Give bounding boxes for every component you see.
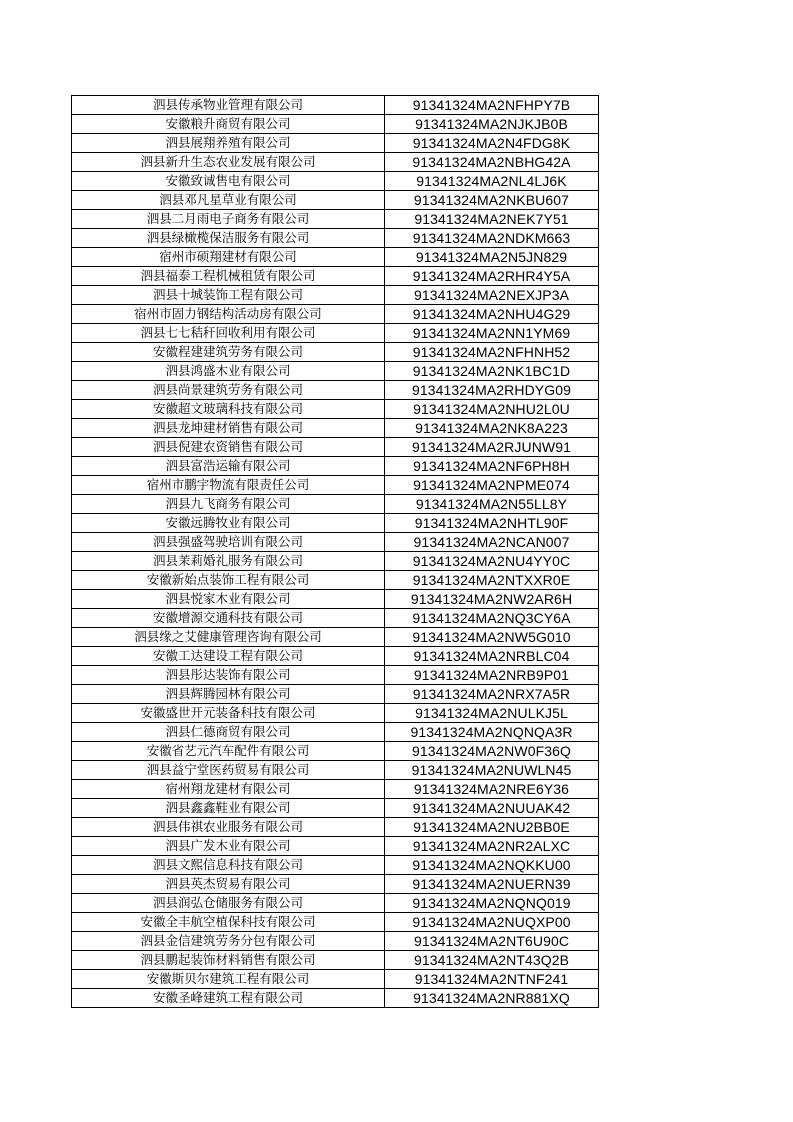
company-name-cell: 泗县富浩运输有限公司 — [72, 457, 385, 476]
table-row — [72, 248, 599, 267]
credit-code-cell: 91341324MA2NK1BC1D — [385, 362, 599, 381]
credit-code-cell: 91341324MA2NT43Q2B — [385, 951, 599, 970]
company-name-cell: 泗县九飞商务有限公司 — [72, 495, 385, 514]
table-row — [72, 419, 599, 438]
table-row — [72, 780, 599, 799]
table-row — [72, 571, 599, 590]
company-name-cell: 泗县传承物业管理有限公司 — [72, 96, 385, 115]
company-name-cell: 安徽圣峰建筑工程有限公司 — [72, 989, 385, 1008]
company-name-cell: 宿州翔龙建材有限公司 — [72, 780, 385, 799]
credit-code-cell: 91341324MA2NUUAK42 — [385, 799, 599, 818]
credit-code-cell: 91341324MA2NQ3CY6A — [385, 609, 599, 628]
credit-code-cell: 91341324MA2NFHNH52 — [385, 343, 599, 362]
company-name-cell: 泗县茉莉婚礼服务有限公司 — [72, 552, 385, 571]
table-row — [72, 172, 599, 191]
company-name-cell: 泗县彤达装饰有限公司 — [72, 666, 385, 685]
company-table-body — [72, 96, 599, 1008]
credit-code-cell: 91341324MA2NL4LJ6K — [385, 172, 599, 191]
table-row — [72, 590, 599, 609]
credit-code-cell: 91341324MA2NFHPY7B — [385, 96, 599, 115]
table-row — [72, 343, 599, 362]
table-row — [72, 457, 599, 476]
table-row — [72, 818, 599, 837]
credit-code-cell: 91341324MA2NJKJB0B — [385, 115, 599, 134]
table-row — [72, 609, 599, 628]
company-name-cell: 泗县金信建筑劳务分包有限公司 — [72, 932, 385, 951]
credit-code-cell: 91341324MA2RHDYG09 — [385, 381, 599, 400]
credit-code-cell: 91341324MA2NF6PH8H — [385, 457, 599, 476]
table-row — [72, 913, 599, 932]
company-name-cell: 安徽省艺元汽车配件有限公司 — [72, 742, 385, 761]
company-name-cell: 泗县广发木业有限公司 — [72, 837, 385, 856]
company-name-cell: 安徽增源交通科技有限公司 — [72, 609, 385, 628]
credit-code-cell: 91341324MA2NTXXR0E — [385, 571, 599, 590]
credit-code-cell: 91341324MA2N5JN829 — [385, 248, 599, 267]
credit-code-cell: 91341324MA2NULKJ5L — [385, 704, 599, 723]
table-row — [72, 134, 599, 153]
credit-code-cell: 91341324MA2NU4YY0C — [385, 552, 599, 571]
table-row — [72, 324, 599, 343]
table-row — [72, 723, 599, 742]
company-name-cell: 泗县龙坤建材销售有限公司 — [72, 419, 385, 438]
credit-code-cell: 91341324MA2NHU2L0U — [385, 400, 599, 419]
table-row — [72, 533, 599, 552]
table-row — [72, 514, 599, 533]
table-row — [72, 153, 599, 172]
table-row — [72, 362, 599, 381]
company-name-cell: 泗县伟祺农业服务有限公司 — [72, 818, 385, 837]
table-row — [72, 989, 599, 1008]
table-row — [72, 191, 599, 210]
credit-code-cell: 91341324MA2NQNQ019 — [385, 894, 599, 913]
company-name-cell: 泗县绿橄榄保洁服务有限公司 — [72, 229, 385, 248]
table-row — [72, 495, 599, 514]
table-row — [72, 210, 599, 229]
table-row — [72, 704, 599, 723]
credit-code-cell: 91341324MA2RHR4Y5A — [385, 267, 599, 286]
table-row — [72, 685, 599, 704]
table-row — [72, 628, 599, 647]
credit-code-cell: 91341324MA2NU2BB0E — [385, 818, 599, 837]
credit-code-cell: 91341324MA2RJUNW91 — [385, 438, 599, 457]
credit-code-cell: 91341324MA2NPME074 — [385, 476, 599, 495]
credit-code-cell: 91341324MA2NHU4G29 — [385, 305, 599, 324]
table-row — [72, 875, 599, 894]
company-name-cell: 安徽远腾牧业有限公司 — [72, 514, 385, 533]
company-name-cell: 泗县七七秸秆回收利用有限公司 — [72, 324, 385, 343]
credit-code-cell: 91341324MA2NW2AR6H — [385, 590, 599, 609]
company-name-cell: 安徽盛世开元装备科技有限公司 — [72, 704, 385, 723]
company-name-cell: 泗县倪建农资销售有限公司 — [72, 438, 385, 457]
table-row — [72, 799, 599, 818]
company-name-cell: 泗县悦家木业有限公司 — [72, 590, 385, 609]
credit-code-cell: 91341324MA2NTNF241 — [385, 970, 599, 989]
credit-code-cell: 91341324MA2NHTL90F — [385, 514, 599, 533]
credit-code-cell: 91341324MA2NRE6Y36 — [385, 780, 599, 799]
company-name-cell: 泗县强盛驾驶培训有限公司 — [72, 533, 385, 552]
table-row — [72, 647, 599, 666]
company-name-cell: 泗县鑫鑫鞋业有限公司 — [72, 799, 385, 818]
table-row — [72, 742, 599, 761]
company-name-cell: 安徽致诚售电有限公司 — [72, 172, 385, 191]
credit-code-cell: 91341324MA2NEK7Y51 — [385, 210, 599, 229]
credit-code-cell: 91341324MA2NN1YM69 — [385, 324, 599, 343]
company-name-cell: 安徽新始点装饰工程有限公司 — [72, 571, 385, 590]
credit-code-cell: 91341324MA2NK8A223 — [385, 419, 599, 438]
credit-code-cell: 91341324MA2NCAN007 — [385, 533, 599, 552]
table-row — [72, 267, 599, 286]
table-row — [72, 894, 599, 913]
credit-code-cell: 91341324MA2NRB9P01 — [385, 666, 599, 685]
company-name-cell: 泗县邓凡星草业有限公司 — [72, 191, 385, 210]
company-name-cell: 安徽粮升商贸有限公司 — [72, 115, 385, 134]
credit-code-cell: 91341324MA2NUQXP00 — [385, 913, 599, 932]
credit-code-cell: 91341324MA2NT6U90C — [385, 932, 599, 951]
company-name-cell: 泗县尚景建筑劳务有限公司 — [72, 381, 385, 400]
table-row — [72, 476, 599, 495]
company-name-cell: 泗县润弘仓储服务有限公司 — [72, 894, 385, 913]
company-name-cell: 宿州市鹏宇物流有限责任公司 — [72, 476, 385, 495]
credit-code-cell: 91341324MA2NW0F36Q — [385, 742, 599, 761]
table-row — [72, 286, 599, 305]
company-name-cell: 泗县十城装饰工程有限公司 — [72, 286, 385, 305]
company-name-cell: 宿州市硕翔建材有限公司 — [72, 248, 385, 267]
company-name-cell: 泗县仁德商贸有限公司 — [72, 723, 385, 742]
company-table — [71, 95, 599, 1008]
company-name-cell: 泗县新升生态农业发展有限公司 — [72, 153, 385, 172]
company-name-cell: 泗县益宁堂医药贸易有限公司 — [72, 761, 385, 780]
company-name-cell: 安徽斯贝尔建筑工程有限公司 — [72, 970, 385, 989]
credit-code-cell: 91341324MA2NQNQA3R — [385, 723, 599, 742]
company-name-cell: 泗县缘之艾健康管理咨询有限公司 — [72, 628, 385, 647]
company-name-cell: 泗县文熙信息科技有限公司 — [72, 856, 385, 875]
table-row — [72, 552, 599, 571]
table-row — [72, 951, 599, 970]
company-name-cell: 安徽超文玻璃科技有限公司 — [72, 400, 385, 419]
company-name-cell: 泗县展翔养殖有限公司 — [72, 134, 385, 153]
table-row — [72, 932, 599, 951]
credit-code-cell: 91341324MA2NDKM663 — [385, 229, 599, 248]
company-name-cell: 安徽程建建筑劳务有限公司 — [72, 343, 385, 362]
credit-code-cell: 91341324MA2NEXJP3A — [385, 286, 599, 305]
credit-code-cell: 91341324MA2NRBLC04 — [385, 647, 599, 666]
credit-code-cell: 91341324MA2NKBU607 — [385, 191, 599, 210]
company-name-cell: 泗县英杰贸易有限公司 — [72, 875, 385, 894]
table-row — [72, 96, 599, 115]
table-row — [72, 229, 599, 248]
table-row — [72, 856, 599, 875]
table-row — [72, 115, 599, 134]
table-row — [72, 837, 599, 856]
table-row — [72, 381, 599, 400]
table-row — [72, 305, 599, 324]
credit-code-cell: 91341324MA2NQKKU00 — [385, 856, 599, 875]
credit-code-cell: 91341324MA2NRX7A5R — [385, 685, 599, 704]
credit-code-cell: 91341324MA2NR2ALXC — [385, 837, 599, 856]
company-name-cell: 泗县二月雨电子商务有限公司 — [72, 210, 385, 229]
table-row — [72, 970, 599, 989]
company-name-cell: 泗县鸿盛木业有限公司 — [72, 362, 385, 381]
credit-code-cell: 91341324MA2NUERN39 — [385, 875, 599, 894]
company-name-cell: 安徽工达建设工程有限公司 — [72, 647, 385, 666]
credit-code-cell: 91341324MA2NBHG42A — [385, 153, 599, 172]
table-row — [72, 761, 599, 780]
credit-code-cell: 91341324MA2NUWLN45 — [385, 761, 599, 780]
credit-code-cell: 91341324MA2N4FDG8K — [385, 134, 599, 153]
table-row — [72, 438, 599, 457]
table-row — [72, 400, 599, 419]
company-name-cell: 泗县福泰工程机械租赁有限公司 — [72, 267, 385, 286]
company-name-cell: 安徽全丰航空植保科技有限公司 — [72, 913, 385, 932]
company-name-cell: 泗县鹏起装饰材料销售有限公司 — [72, 951, 385, 970]
credit-code-cell: 91341324MA2NR881XQ — [385, 989, 599, 1008]
table-row — [72, 666, 599, 685]
company-name-cell: 泗县辉腾园林有限公司 — [72, 685, 385, 704]
company-name-cell: 宿州市固力钢结构活动房有限公司 — [72, 305, 385, 324]
credit-code-cell: 91341324MA2NW5G010 — [385, 628, 599, 647]
credit-code-cell: 91341324MA2N55LL8Y — [385, 495, 599, 514]
